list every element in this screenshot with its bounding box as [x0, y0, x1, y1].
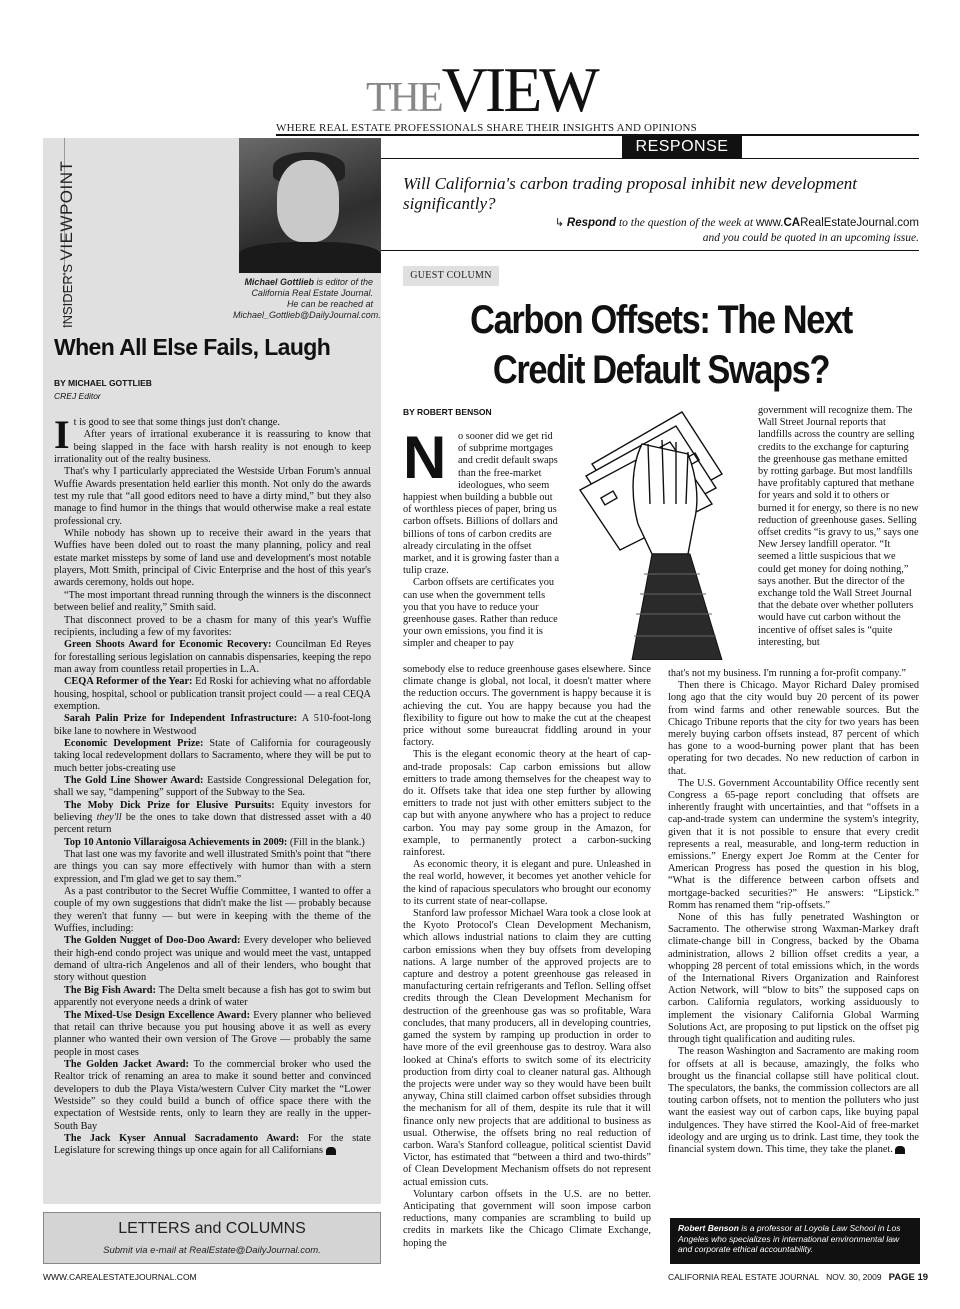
award-item — [54, 1133, 371, 1158]
award-text: A 510-foot-long bike lane to nowhere in Westwood — [54, 713, 371, 737]
caption-email: Michael_Gottlieb@DailyJournal.com. — [233, 310, 381, 320]
award-title: The Moby Dick Prize for Elusive Pursuits: — [64, 799, 275, 811]
money-hand-illustration — [572, 404, 746, 660]
award-title: The Gold Line Shower Award: — [64, 774, 204, 786]
para: somebody else to reduce greenhouse gases elsewhere. Since climate change is global, not local, it doesn't matter where the reduction occurs. The government is happy because it is achieving the cut. You are happy because you had the flexibility to figure out how to make the cut at the cheapest price without some bureaucrat fiddling around in your factory. — [403, 664, 651, 749]
masthead — [0, 48, 960, 136]
award-title: The Mixed-Use Design Excellence Award: — [64, 1009, 251, 1021]
footer-website[interactable]: WWW.CAREALESTATEJOURNAL.COM — [43, 1272, 197, 1282]
headline-line-2: Credit Default Swaps? — [492, 348, 830, 392]
url-prefix: www. — [755, 217, 784, 229]
award-title: Green Shoots Award for Economic Recovery: — [64, 639, 272, 651]
award-item — [54, 713, 371, 738]
award-item — [54, 1010, 371, 1059]
question-of-the-week: Will California's carbon trading proposal inhibit new development significantly? — [403, 174, 857, 213]
para: As economic theory, it is elegant and pure. Unleashed in the real world, however, it becomes yet another vehicle for the kind of rapacious speculators who brought our economy to its current state of near-collapse. — [403, 859, 651, 907]
award-title: The Golden Nugget of Doo-Doo Award: — [64, 935, 241, 947]
logo-view: VIEW — [441, 54, 597, 125]
para: government will recognize them. The Wall Street Journal reports that landfills across the country are selling credits to the exchange for capturing the greenhouse gas methane emitted by rotting garbage. But most landfills have profitably captured that methane for years and sold it to others or burned it for energy, so there is no new reduction of greenhouse gases. Selling offset credits “is gravy to us,” says one New Jersey landfill operator. “It seemed a little suspicious that we could get money for doing nothing,” says another. But the director of the exchange told the Wall Street Journal that the debate over whether polluters would have cut carbon without the incentive of offset sales is “quite interesting, but — [758, 405, 919, 648]
photo-shoulders — [239, 242, 381, 273]
award-item — [54, 1059, 371, 1133]
dropcap-n: N — [403, 424, 447, 491]
insiders-viewpoint-column — [43, 138, 381, 1204]
para: That's why I particularly appreciated the Westside Urban Forum's annual Wuffie Awards presentation held earlier this month. Not only do the awards test my rule that “all good editors need to have a dirty mind,” but they also manage to find humor in the things that would otherwise make a real estate professional cry. — [54, 466, 371, 527]
para: that's not my business. I'm running a for-profit company.” — [668, 668, 906, 679]
footer-date: NOV. 30, 2009 — [826, 1272, 882, 1282]
respond-text: to the question of the week at — [616, 217, 756, 229]
award-text: Ed Roski for achieving what no affordable housing, hospital, school or publication transit project could — a real CEQA exemption. — [54, 676, 372, 712]
respond-label: Respond — [566, 217, 617, 229]
award-item — [54, 775, 371, 800]
author-bio — [670, 1218, 920, 1264]
url-suffix: RealEstateJournal.com — [800, 217, 919, 229]
response-label: RESPONSE — [622, 136, 742, 158]
award-title: The Jack Kyser Annual Sacradamento Award: — [64, 1132, 300, 1144]
intro-line: and credit default swaps — [458, 455, 558, 467]
end-mark-icon — [895, 1146, 905, 1154]
award-text: be the ones to take down that distressed asset with a 40 percent return — [54, 812, 371, 836]
sidebar-role: CREJ Editor — [54, 391, 101, 401]
the-view-logo — [366, 54, 597, 125]
para: happiest when building a bubble out of worthless pieces of paper, bring us carbon offsets. Billions of dollars and billions of tons of carbon credits are already circulating in the offset market, and it is growing faster than a tulip craze. — [403, 492, 560, 577]
award-item — [54, 639, 371, 676]
article-headline — [439, 295, 883, 395]
para: Voluntary carbon offsets in the U.S. are no better. Anticipating that government will soon impose carbon reductions, many companies are scrambling to build up credits in markets like the Chicago Climate Exchange, hoping the — [403, 1188, 651, 1249]
response-rule — [381, 158, 919, 159]
para: That disconnect proved to be a chasm for many of this year's Wuffie recipients, including a few of my favorites: — [54, 614, 371, 638]
letters-and-columns-box — [43, 1212, 381, 1264]
tagline: WHERE REAL ESTATE PROFESSIONALS SHARE THEIR INSIGHTS AND OPINIONS — [276, 122, 697, 134]
award-text: Eastside Congressional Delegation for, shall we say, “dampening” support of the Subway to the Sea. — [54, 774, 372, 799]
award-item — [54, 985, 371, 1010]
para — [668, 1046, 919, 1156]
award-item — [54, 935, 371, 984]
footer-publication-info — [668, 1272, 929, 1283]
respond-instructions-2: and you could be quoted in an upcoming issue. — [702, 232, 919, 244]
author-photo — [239, 138, 381, 273]
caption-line-1: is editor of the — [313, 277, 373, 287]
award-text: To the commercial broker who used the Realtor trick of renaming an area to make it sound better and convinced developers to dub the Playa Vista/western Culver City market the “Lower Westside” so they could build a bunch of office space there with the expectation of Westside rents, only to learn they are really in the upper-South Bay — [54, 1058, 371, 1132]
letters-submit-info: Submit via e-mail at RealEstate@DailyJournal.com. — [103, 1245, 321, 1256]
respond-arrow-icon: ↳ — [554, 216, 565, 229]
para: Stanford law professor Michael Wara took a close look at the Kyoto Protocol's Clean Development Mechanism, which allows industrial nations to claim they are cutting carbon emissions when they buy offsets from developing nations. A large number of the approved projects are to capture and destroy a potent greenhouse gas released in manufacturing certain refrigerants and Teflon. Selling offset credits through the Clean Development Mechanism for destruction of the greenhouse gas was so profitable, Wara concludes, that many producers, all in developing countries, gamed the system by ramping up production in order to have more of the evil greenhouse gas to destroy. Wara also looked at China's efforts to switch some of its electricity production from dirty coal to cleaner natural gas. Although the projects were under way so they would have been built anyway, China still claimed carbon offset subsidies through the mechanism for all of them, despite its rule that it will finance only new projects that are additional to business as usual. Otherwise, the offsets bring no real reduction of carbon. Wara's Stanford colleague, political scientist David Victor, has estimated that “between a third and two-thirds” of Clean Development Mechanism offsets do not represent actual emission cuts. — [403, 908, 651, 1188]
para: While nobody has shown up to receive their award in the years that Wuffies have been doled out to roast the many planning, policy and real estate market missteps by some of land use and development's most notable players, Mott Smith, principal of Civic Enterprise and the host of this year's awards ceremony, holds out hope. — [54, 528, 371, 589]
end-mark-icon — [326, 1147, 336, 1155]
award-text: Every developer who believed their high-end condo project was unique and would meet the vast, untapped demand of ultra-rich Angelenos and all of their lenders, who bought that story without question — [54, 935, 371, 984]
award-title: The Golden Jacket Award: — [64, 1058, 189, 1070]
article-column-3 — [668, 668, 919, 1156]
award-text: Equity investors for believing — [54, 799, 371, 823]
award-title: Sarah Palin Prize for Independent Infrastructure: — [64, 713, 298, 725]
award-title: The Big Fish Award: — [64, 984, 156, 996]
url-bold: CA — [783, 217, 801, 229]
para: t is good to see that some things just don't change. — [73, 417, 280, 428]
photo-face — [277, 160, 339, 242]
article-column-2 — [403, 664, 651, 1250]
article-byline: BY ROBERT BENSON — [403, 407, 492, 417]
headline-line-1: Carbon Offsets: The Next — [470, 298, 852, 342]
article-column-1 — [403, 492, 563, 651]
bio-name: Robert Benson — [678, 1223, 739, 1233]
caption-name: Michael Gottlieb — [244, 277, 314, 287]
intro-line: ideologues, who seem — [458, 479, 550, 491]
intro-line: of subprime mortgages — [458, 443, 553, 455]
para: Carbon offsets are certificates you can use when the government tells you that you have to reduce your greenhouse gases. Rather than reduce your own emissions, you find it is simpler and cheaper to pay — [403, 577, 558, 650]
section-label-big: VIEWPOINT — [57, 160, 76, 261]
award-text: Councilman Ed Reyes for forestalling serious legislation on cannabis dispensaries, keeping the repo man away from countless retail properties in L.A. — [54, 639, 371, 675]
award-text-italic: they'll — [96, 812, 122, 823]
response-rule-bottom — [381, 250, 919, 251]
article-intro-lines — [458, 431, 568, 492]
sidebar-headline: When All Else Fails, Laugh — [54, 334, 331, 360]
para: “The most important thread running through the winners is the disconnect between belief and reality,” Smith said. — [54, 589, 371, 614]
para: That last one was my favorite and well illustrated Smith's point that “there are things you can say more effectively with humor than with a stern expression, and I'm glad we get to say them.” — [54, 849, 371, 885]
para: This is the elegant economic theory at the heart of cap-and-trade proposals: Cap carbon emissions but allow emitters to trade among themselves for the cheapest way to do it. Offsets take that idea one step further by allowing emitters to trade not just with other emitters subject to the cap but with anyone anywhere who has a project to reduce carbon. You may pay some group in the Amazon, for example, to permanently protect a carbon-sucking rainforest. — [403, 749, 651, 859]
caption-line-2: California Real Estate Journal. — [251, 288, 373, 298]
logo-the: THE — [366, 75, 442, 121]
award-item — [54, 676, 371, 713]
masthead-rule — [276, 134, 919, 136]
award-text: Every planner who believed that retail can thrive because you put housing above it as well as every planner who wanted their own version of The Grove — probably the same people in most cases — [54, 1009, 371, 1058]
para: The U.S. Government Accountability Office recently sent Congress a 65-page report concluding that offsets are inherently fraught with uncertainties, and that “offsets in a cap-and-trade system can undermine the system's integrity, given that it is not possible to ensure that every credit represents a real, measurable, and long-term reduction in emissions.” Energy expert Joe Romm at the Center for American Progress has posed the question in his blog, “What is the difference between carbon offsets and mortgage-backed securities?” He answers: “Lipstick.” Romm has renamed them “rip-offsets.” — [668, 777, 919, 911]
footer-publication: CALIFORNIA REAL ESTATE JOURNAL — [668, 1272, 819, 1282]
para: As a past contributor to the Secret Wuffie Committee, I wanted to offer a couple of my own suggestions that didn't make the list — probably because they weren't that funny — but were in keeping with the theme of the Wuffies, including: — [54, 886, 371, 935]
respond-instructions — [403, 216, 919, 230]
caption-line-3: He can be reached at — [286, 299, 373, 309]
bio-text: is a professor at Loyola Law School in Los Angeles who specializes in international environmental law and corporate ethical accountability. — [678, 1223, 901, 1255]
award-title: Top 10 Antonio Villaraigosa Achievements in 2009: — [64, 836, 288, 848]
award-text: The Delta smelt because a fish has got to swim but apparently not everyone needs a drink of water — [54, 984, 371, 1009]
letters-title: LETTERS and COLUMNS — [118, 1220, 306, 1237]
award-item — [54, 800, 371, 837]
para-text: The reason Washington and Sacramento are making room for offsets at all is because, amazingly, the folks who brought us the financial collapse still have political clout. The speculators, the banks, the commission collectors are all touting carbon offsets, not to mention the polluters who just want the easiest way out of carbon caps, like buying papal indulgences. They have stirred the Kool-Aid of free-market ideology and are urging us to drink. Last time, they took the financial system down. This time, they take the planet. — [668, 1046, 919, 1155]
section-label — [57, 160, 77, 328]
award-text: (Fill in the blank.) — [287, 836, 365, 848]
award-item — [54, 837, 371, 849]
guest-column-tag: GUEST COLUMN — [403, 266, 499, 286]
intro-line: than the free-market — [458, 467, 542, 479]
award-title: CEQA Reformer of the Year: — [64, 676, 193, 688]
dropcap-i: I — [54, 412, 70, 457]
sidebar-body — [54, 412, 372, 1158]
website-link[interactable] — [756, 217, 919, 229]
award-text: For the state Legislature for screwing things up once again for all Californians — [54, 1132, 371, 1157]
award-title: Economic Development Prize: — [64, 737, 204, 749]
para: None of this has fully penetrated Washington or Sacramento. The otherwise strong Waxman-Markey draft climate-change bill in Congress, backed by the Obama administration, allows 2 billion offset credits a year, a whopping 28 percent of total emissions which, in the words of the International Rivers Organization and Rainforest Action Network, will “blow to bits” the supposed caps on carbon. California regulators, working assiduously to implement the visionary California Global Warming Solutions Act, are proposing to put lipstick on the offset pig through tight qualification and auditing rules. — [668, 912, 919, 1046]
para: After years of irrational exuberance it is reassuring to know that being slapped in the face with harsh reality is not enough to keep irrationality out of the realty business. — [54, 429, 371, 466]
photo-caption — [233, 277, 381, 321]
article-column-3-top — [758, 405, 919, 649]
award-item — [54, 738, 371, 775]
award-text: State of California for courageously taking local redevelopment dollars to Sacramento, where they will be put to much better jobs-creating use — [54, 737, 371, 774]
footer-page-number: PAGE 19 — [888, 1272, 929, 1283]
sidebar-byline: BY MICHAEL GOTTLIEB — [54, 378, 152, 388]
intro-line: o sooner did we get rid — [458, 431, 553, 442]
section-label-small: INSIDER'S — [60, 264, 75, 328]
para: Then there is Chicago. Mayor Richard Daley promised long ago that the city would buy 20 percent of its power from wind farms and other renewable sources. But the Chicago Tribune reports that the city for two years has been merely buying carbon offsets instead, 87 percent of which has gone to a wood-burning power plant that has been operating for two decades. No new reduction of carbon in that. — [668, 680, 919, 777]
